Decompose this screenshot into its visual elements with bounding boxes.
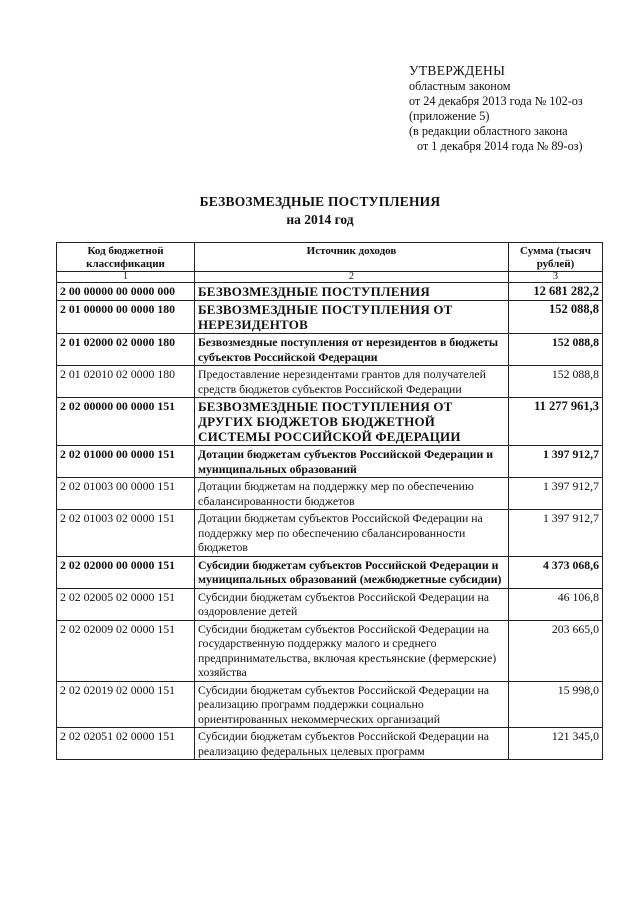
row-code: 2 02 01000 00 0000 151 — [57, 446, 195, 478]
row-code: 2 02 02005 02 0000 151 — [57, 588, 195, 620]
table-row — [57, 728, 603, 760]
table-row — [57, 446, 603, 478]
row-amount: 1 397 912,7 — [509, 478, 603, 510]
approval-line: областным законом — [409, 79, 511, 93]
row-code: 2 02 01003 02 0000 151 — [57, 510, 195, 557]
header-source: Источник доходов — [195, 243, 509, 272]
table-row — [57, 301, 603, 334]
table-row — [57, 366, 603, 398]
row-code: 2 02 02009 02 0000 151 — [57, 620, 195, 681]
row-source: БЕЗВОЗМЕЗДНЫЕ ПОСТУПЛЕНИЯ — [195, 283, 509, 301]
document-title: БЕЗВОЗМЕЗДНЫЕ ПОСТУПЛЕНИЯ — [199, 194, 441, 209]
column-number-row — [57, 272, 603, 283]
row-amount: 15 998,0 — [509, 681, 603, 728]
header-code: Код бюджетной классификации — [57, 243, 195, 272]
row-code: 2 02 02051 02 0000 151 — [57, 728, 195, 760]
column-number: 3 — [509, 272, 603, 283]
row-source: Субсидии бюджетам субъектов Российской Федерации на реализацию программ поддержки социально ориентированных некоммерческих организаций — [195, 681, 509, 728]
row-amount: 11 277 961,3 — [509, 398, 603, 446]
row-amount: 46 106,8 — [509, 588, 603, 620]
approval-line: (приложение 5) — [409, 109, 490, 123]
table-row — [57, 681, 603, 728]
table-row — [57, 588, 603, 620]
table-row — [57, 478, 603, 510]
budget-table — [56, 242, 603, 760]
row-amount: 152 088,8 — [509, 366, 603, 398]
row-source: Безвозмездные поступления от нерезидентов в бюджеты субъектов Российской Федерации — [195, 334, 509, 366]
row-code: 2 01 00000 00 0000 180 — [57, 301, 195, 334]
approval-line: (в редакции областного закона — [409, 124, 568, 138]
row-source: БЕЗВОЗМЕЗДНЫЕ ПОСТУПЛЕНИЯ ОТ НЕРЕЗИДЕНТОВ — [195, 301, 509, 334]
row-code: 2 01 02010 02 0000 180 — [57, 366, 195, 398]
document-subtitle: на 2014 год — [286, 212, 354, 227]
table-row — [57, 398, 603, 446]
row-code: 2 00 00000 00 0000 000 — [57, 283, 195, 301]
row-code: 2 01 02000 02 0000 180 — [57, 334, 195, 366]
row-source: Субсидии бюджетам субъектов Российской Федерации на реализацию федеральных целевых программ — [195, 728, 509, 760]
row-amount: 203 665,0 — [509, 620, 603, 681]
row-amount: 1 397 912,7 — [509, 446, 603, 478]
row-amount: 12 681 282,2 — [509, 283, 603, 301]
row-source: Дотации бюджетам на поддержку мер по обеспечению сбалансированности бюджетов — [195, 478, 509, 510]
header-amount: Сумма (тысяч рублей) — [509, 243, 603, 272]
table-header-row — [57, 243, 603, 272]
table-row — [57, 334, 603, 366]
row-code: 2 02 02000 00 0000 151 — [57, 556, 195, 588]
row-source: Субсидии бюджетам субъектов Российской Федерации и муниципальных образований (межбюджетные субсидии) — [195, 556, 509, 588]
row-source: Предоставление нерезидентами грантов для получателей средств бюджетов субъектов Российской Федерации — [195, 366, 509, 398]
row-source: Субсидии бюджетам субъектов Российской Федерации на оздоровление детей — [195, 588, 509, 620]
column-number: 1 — [57, 272, 195, 283]
column-number: 2 — [195, 272, 509, 283]
row-amount: 121 345,0 — [509, 728, 603, 760]
row-code: 2 02 00000 00 0000 151 — [57, 398, 195, 446]
table-row — [57, 620, 603, 681]
row-source: Дотации бюджетам субъектов Российской Федерации и муниципальных образований — [195, 446, 509, 478]
approval-title: УТВЕРЖДЕНЫ — [409, 63, 506, 78]
approval-block — [409, 63, 583, 154]
row-amount: 4 373 068,6 — [509, 556, 603, 588]
row-source: Субсидии бюджетам субъектов Российской Федерации на государственную поддержку малого и среднего предпринимательства, включая крестьянские (фермерские) хозяйства — [195, 620, 509, 681]
row-code: 2 02 02019 02 0000 151 — [57, 681, 195, 728]
table-row — [57, 556, 603, 588]
row-source: Дотации бюджетам субъектов Российской Федерации на поддержку мер по обеспечению сбалансированности бюджетов — [195, 510, 509, 557]
table-row — [57, 283, 603, 301]
row-amount: 152 088,8 — [509, 301, 603, 334]
table-row — [57, 510, 603, 557]
row-amount: 152 088,8 — [509, 334, 603, 366]
row-source: БЕЗВОЗМЕЗДНЫЕ ПОСТУПЛЕНИЯ ОТ ДРУГИХ БЮДЖЕТОВ БЮДЖЕТНОЙ СИСТЕМЫ РОССИЙСКОЙ ФЕДЕРАЦИИ — [195, 398, 509, 446]
row-amount: 1 397 912,7 — [509, 510, 603, 557]
approval-line: от 24 декабря 2013 года № 102-оз — [409, 94, 583, 108]
approval-line: от 1 декабря 2014 года № 89-оз) — [417, 139, 583, 153]
row-code: 2 02 01003 00 0000 151 — [57, 478, 195, 510]
